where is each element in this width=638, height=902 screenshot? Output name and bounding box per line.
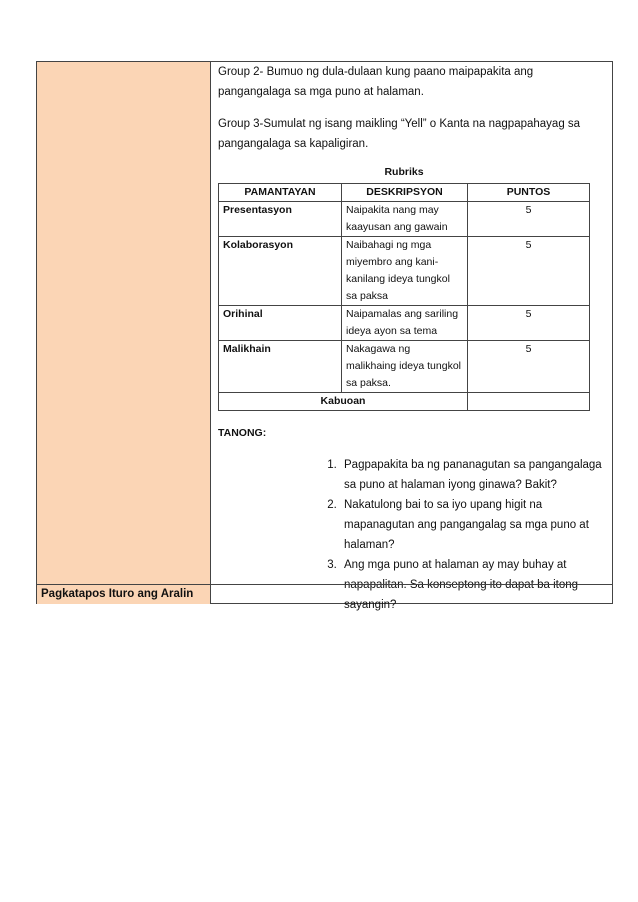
description-cell: Naipamalas ang sariling ideya ayon sa tema xyxy=(342,306,468,341)
criterion-cell: Malikhain xyxy=(219,341,342,393)
description-cell: Naibahagi ng mga miyembro ang kani-kanilang ideya tungkol sa paksa xyxy=(342,237,468,306)
rubric-row xyxy=(219,341,590,393)
questions-heading: TANONG: xyxy=(218,427,267,439)
rubric-header-row xyxy=(219,184,590,202)
points-cell: 5 xyxy=(468,202,590,237)
activity-content xyxy=(218,62,608,615)
rubric-total-row xyxy=(219,393,590,411)
description-cell: Nakagawa ng malikhaing ideya tungkol sa paksa. xyxy=(342,341,468,393)
criterion-cell: Orihinal xyxy=(219,306,342,341)
section-label-cell xyxy=(37,62,211,584)
total-value xyxy=(468,393,590,411)
group2-instruction: Group 2- Bumuo ng dula-dulaan kung paano maipapakita ang pangangalaga sa mga puno at halaman. xyxy=(218,66,534,98)
question-item: 2. Nakatulong bai to sa iyo upang higit na mapanagutan ang pangangalag sa mga puno at halaman? xyxy=(340,495,608,555)
question-item: 1. Pagpapakita ba ng pananagutan sa pangangalaga sa puno at halaman iyong ginawa? Bakit? xyxy=(340,455,608,495)
group3-instruction: Group 3-Sumulat ng isang maikling “Yell” o Kanta na nagpapahayag sa pangangalaga sa kapaligiran. xyxy=(218,118,581,150)
rubric-row xyxy=(219,237,590,306)
question-item: 3. Ang mga puno at halaman ay may buhay at napapalitan. Sa konseptong ito dapat ba itong sayangin? xyxy=(340,555,608,615)
criterion-cell: Presentasyon xyxy=(219,202,342,237)
points-cell: 5 xyxy=(468,237,590,306)
header-puntos: PUNTOS xyxy=(468,184,590,202)
footer-content-cell xyxy=(211,584,612,604)
points-cell: 5 xyxy=(468,306,590,341)
total-label: Kabuoan xyxy=(219,393,468,411)
points-cell: 5 xyxy=(468,341,590,393)
header-pamantayan: PAMANTAYAN xyxy=(219,184,342,202)
rubric-title: Rubriks xyxy=(384,166,424,178)
lesson-plan-table xyxy=(36,61,613,611)
rubric-row xyxy=(219,202,590,237)
header-deskripsyon: DESKRIPSYON xyxy=(342,184,468,202)
footer-label: Pagkatapos Ituro ang Aralin xyxy=(37,584,211,604)
rubric-row xyxy=(219,306,590,341)
criterion-cell: Kolaborasyon xyxy=(219,237,342,306)
description-cell: Naipakita nang may kaayusan ang gawain xyxy=(342,202,468,237)
rubric-table xyxy=(218,183,590,411)
